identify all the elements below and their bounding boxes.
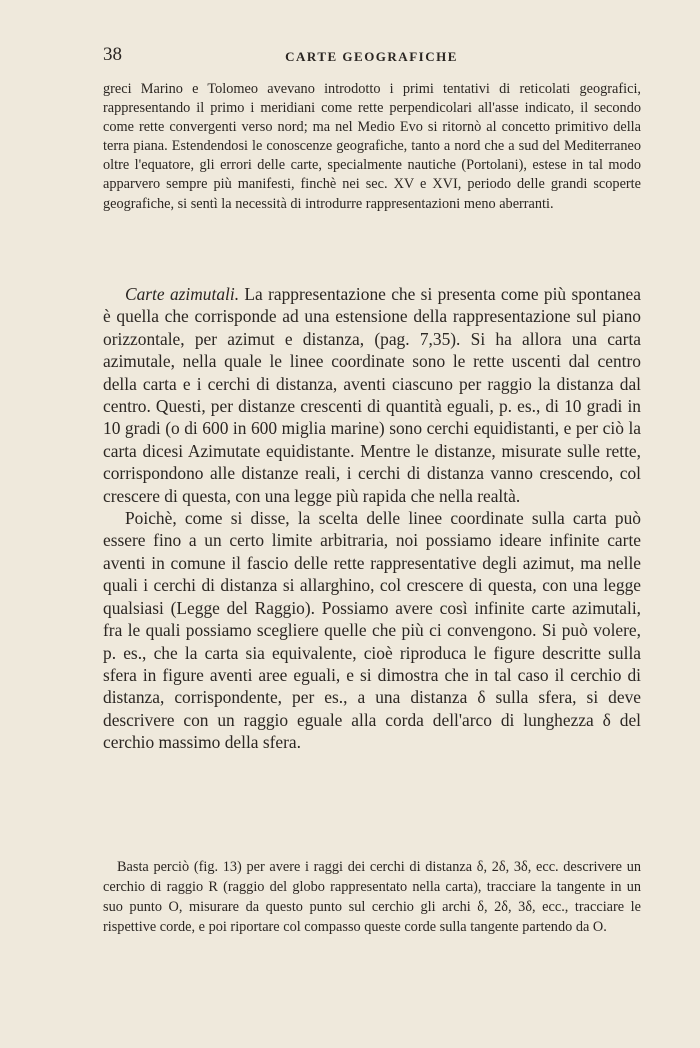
- intro-paragraph: greci Marino e Tolomeo avevano introdotto i primi tentativi di reticolati geografici, rappresentando il primo i meridiani come rette perpendicolari all'asse indicato, il secondo come rette convergenti verso nord; ma nel Medio Evo si ritornò al concetto primitivo della terra piana. Estendendosi le conoscenze geografiche, tanto a nord che a sud del Mediterraneo oltre l'equatore, gli errori delle carte, specialmente nautiche (Portolani), estese in tal modo apparvero sempre più manifesti, finchè nei sec. XV e XVI, periodo delle grandi scoperte geografiche, si sentì la necessità di introdurre rappresentazioni meno aberranti.: [103, 81, 641, 212]
- main-text-block: [103, 283, 641, 754]
- running-title: CARTE GEOGRAFICHE: [285, 49, 458, 64]
- page-header: [103, 44, 640, 72]
- section-paragraph-2: Poichè, come si disse, la scelta delle linee coordinate sulla carta può essere fino a un certo limite arbitraria, noi possiamo ideare infinite carte aventi in comune il fascio delle rette rappresentative degli azimut, ma nelle quali i cerchi di distanza si allarghino, col crescere di questa, con una legge qualsiasi (Legge del Raggio). Possiamo avere così infinite carte azimutali, fra le quali possiamo scegliere quelle che più ci convengono. Si può volere, p. es., che la carta sia equivalente, cioè riproduca le figure descritte sulla sfera in figure aventi aree eguali, e si dimostra che in tal caso il cerchio di distanza, corrispondente, per es., a una distanza δ sulla sfera, si deve descrivere con un raggio eguale alla corda dell'arco di lunghezza δ del cerchio massimo della sfera.: [103, 508, 641, 753]
- footnote-block: [103, 858, 641, 938]
- footnote-text: Basta perciò (fig. 13) per avere i raggi dei cerchi di distanza δ, 2δ, 3δ, ecc. descrivere un cerchio di raggio R (raggio del globo rappresentato nella carta), tracciare la tangente in un suo punto O, misurare da questo punto sul cerchio gli archi δ, 2δ, 3δ, ecc., tracciare le rispettive corde, e poi riportare col compasso queste corde sulla tangente partendo da O.: [103, 859, 641, 935]
- paragraph-1-text: La rappresentazione che si presenta come più spontanea è quella che corrisponde ad una estensione della rappresentazione sul piano orizzontale, per azimut e distanza, (pag. 7,35). Si ha allora una carta azimutale, nella quale le linee coordinate sono le rette uscenti dal centro della carta e i cerchi di distanza, aventi ciascuno per raggio la distanza dal centro. Questi, per distanze crescenti di quantità eguali, p. es., di 10 gradi in 10 gradi (o di 600 in 600 miglia marine) sono cerchi equidistanti, e per ciò la carta dicesi Azimutate equidistante. Mentre le distanze, misurate sulle rette, corrispondono alle distanze reali, i cerchi di distanza vanno crescendo, col crescere di questa, con una legge più rapida che nella realtà.: [103, 284, 641, 506]
- section-paragraph-1: [103, 283, 641, 507]
- page-number: 38: [103, 44, 122, 65]
- section-heading: Carte azimutali.: [125, 284, 240, 304]
- intro-text-block: [103, 80, 641, 214]
